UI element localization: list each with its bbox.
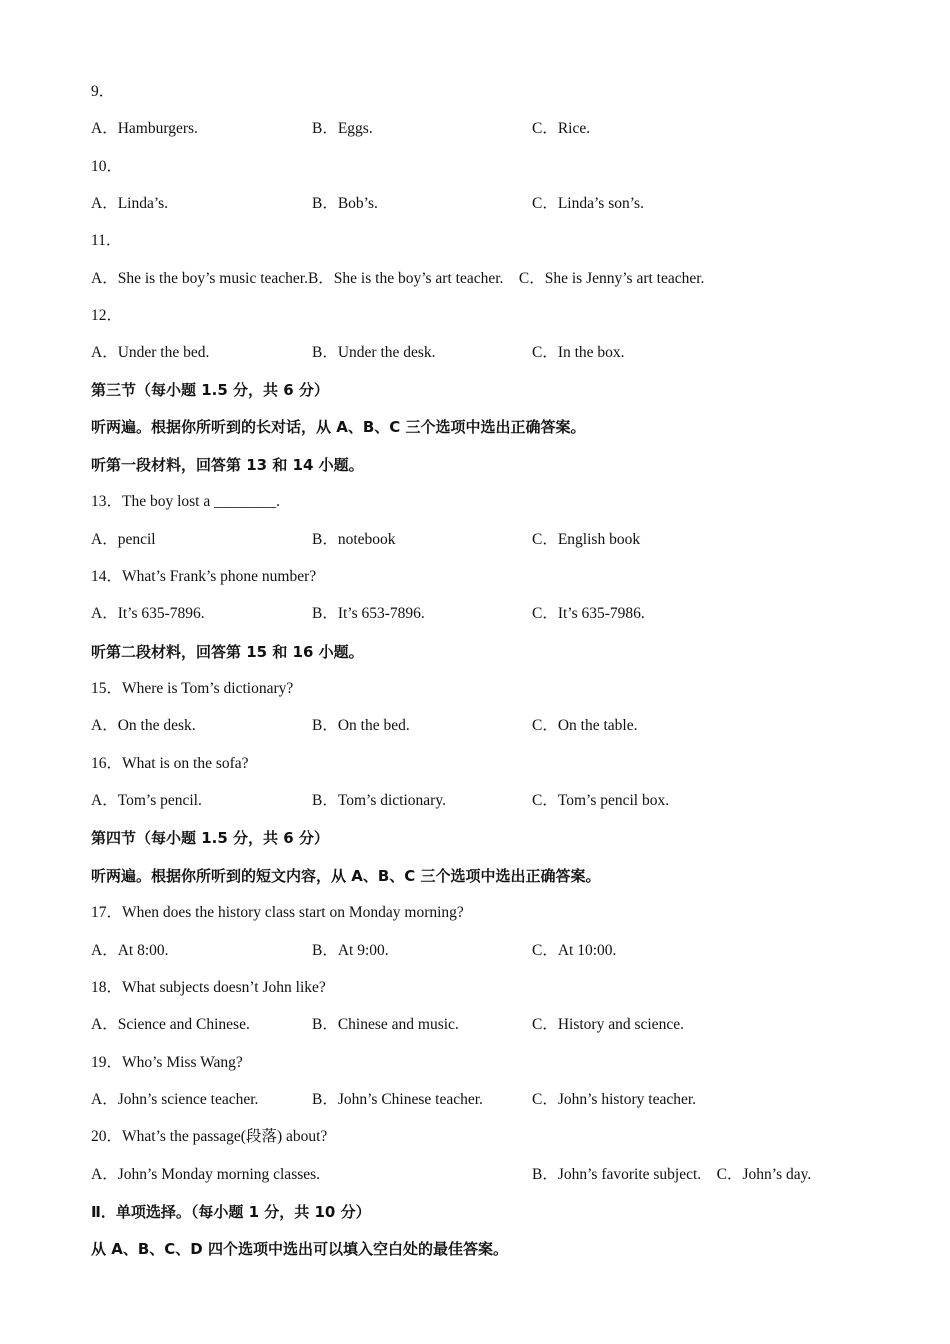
option-a: A．At 8:00. (91, 942, 169, 959)
option-b: B．Tom’s dictionary. (312, 792, 446, 809)
section-heading: 第四节（每小题 1.5 分，共 6 分） (91, 829, 329, 847)
option-c: C．John’s history teacher. (532, 1091, 697, 1108)
option-a: A．Linda’s. (91, 195, 169, 212)
option-a: A．Under the bed. (91, 344, 210, 361)
question-stem: 16．What is on the sofa? (91, 755, 249, 772)
option-a: A．pencil (91, 531, 156, 548)
option-a: A．Hamburgers. (91, 120, 198, 137)
question-number: 11． (91, 232, 122, 249)
options-line: A．She is the boy’s music teacher.B．She is the boy’s art teacher. C．She is Jenny’s art teacher. (91, 270, 705, 287)
option-a: A．John’s science teacher. (91, 1091, 259, 1108)
part-heading: Ⅱ．单项选择。（每小题 1 分，共 10 分） (91, 1203, 371, 1221)
option-c: C．Tom’s pencil box. (532, 792, 670, 809)
question-stem: 14．What’s Frank’s phone number? (91, 568, 317, 585)
part-instruction: 从 A、B、C、D 四个选项中选出可以填入空白处的最佳答案。 (91, 1240, 508, 1258)
material-instruction: 听第一段材料，回答第 13 和 14 小题。 (91, 456, 364, 474)
option-c: C．Linda’s son’s. (532, 195, 644, 212)
option-a: A．John’s Monday morning classes. (91, 1166, 321, 1183)
option-c: C．At 10:00. (532, 942, 617, 959)
question-stem: 19．Who’s Miss Wang? (91, 1054, 243, 1071)
option-a: A．Science and Chinese. (91, 1016, 250, 1033)
question-number: 9． (91, 83, 115, 100)
material-instruction: 听第二段材料，回答第 15 和 16 小题。 (91, 643, 364, 661)
option-c: C．History and science. (532, 1016, 684, 1033)
option-b: B．Chinese and music. (312, 1016, 459, 1033)
question-stem: 18．What subjects doesn’t John like? (91, 979, 326, 996)
option-b: B．At 9:00. (312, 942, 389, 959)
option-a: A．On the desk. (91, 717, 196, 734)
option-a: A．It’s 635-7896. (91, 605, 205, 622)
section-heading: 第三节（每小题 1.5 分，共 6 分） (91, 381, 329, 399)
option-b: B．Eggs. (312, 120, 373, 137)
option-c: C．In the box. (532, 344, 625, 361)
option-b: B．Under the desk. (312, 344, 436, 361)
question-stem: 15．Where is Tom’s dictionary? (91, 680, 294, 697)
option-b: B．On the bed. (312, 717, 410, 734)
option-b: B．notebook (312, 531, 396, 548)
question-stem: 17．When does the history class start on Monday morning? (91, 904, 464, 921)
question-number: 10． (91, 158, 123, 175)
option-b: B．Bob’s. (312, 195, 378, 212)
option-b-and-c: B．John’s favorite subject. C．John’s day. (532, 1166, 812, 1183)
option-b: B．John’s Chinese teacher. (312, 1091, 483, 1108)
section-instruction: 听两遍。根据你所听到的长对话，从 A、B、C 三个选项中选出正确答案。 (91, 418, 586, 436)
option-c: C．English book (532, 531, 641, 548)
option-c: C．On the table. (532, 717, 638, 734)
option-c: C．Rice. (532, 120, 591, 137)
question-stem: 13．The boy lost a ________. (91, 493, 280, 510)
option-b: B．It’s 653-7896. (312, 605, 425, 622)
option-a: A．Tom’s pencil. (91, 792, 202, 809)
option-c: C．It’s 635-7986. (532, 605, 645, 622)
section-instruction: 听两遍。根据你所听到的短文内容，从 A、B、C 三个选项中选出正确答案。 (91, 867, 601, 885)
question-number: 12． (91, 307, 123, 324)
question-stem: 20．What’s the passage(段落) about? (91, 1128, 328, 1145)
